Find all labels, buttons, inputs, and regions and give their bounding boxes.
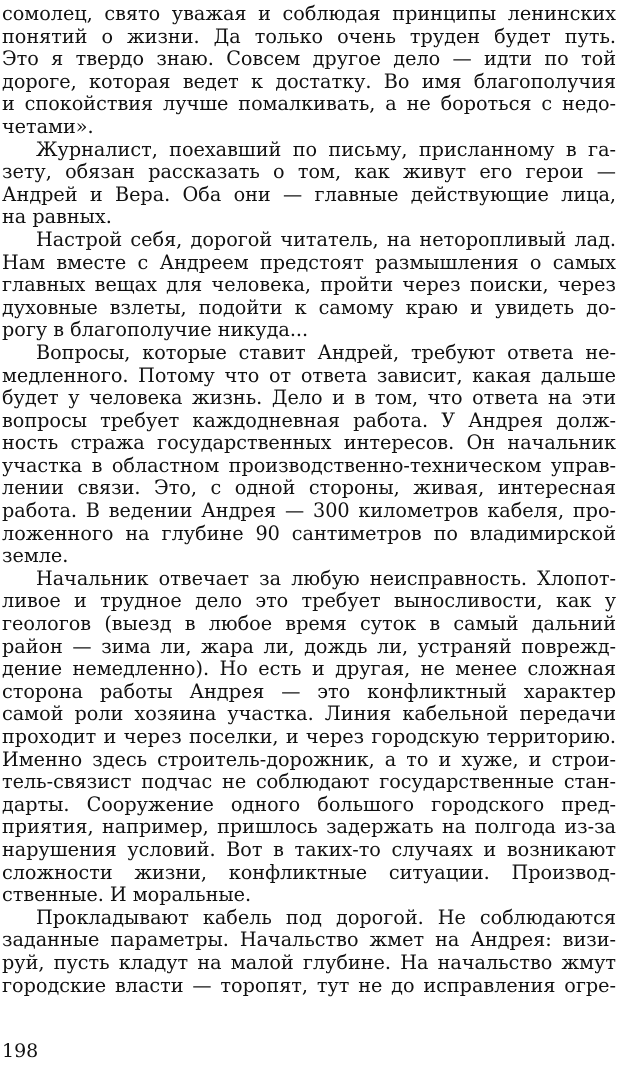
text-line: вопросы требует каждодневная работа. У Андрея долж- [2,409,616,432]
text-line: ложенного на глубине 90 сантиметров по владимирской [2,522,616,545]
text-line: Вопросы, которые ставит Андрей, требуют ответа не- [36,341,616,364]
text-line: сторона работы Андрея — это конфликтный характер [2,680,616,703]
text-line: самой роли хозяина участка. Линия кабельной передачи [2,703,616,726]
text-line: дение немедленно). Но есть и другая, не менее сложная [2,658,616,681]
text-line: работа. В ведении Андрея — 300 километров кабеля, про- [2,500,616,523]
text-line: тель-связист подчас не соблюдают государственные стан- [2,771,616,794]
text-line: сомолец, свято уважая и соблюдая принципы ленинских [2,3,616,25]
text-line: Журналист, поехавший по письму, присланному в га- [36,138,616,161]
text-line: главных вещах для человека, пройти через поиски, через [2,274,616,297]
text-line: район — зима ли, жара ли, дождь ли, устраняй поврежд- [2,635,616,658]
text-line: медленного. Потому что от ответа зависит, какая дальше [2,364,616,387]
text-line: Начальник отвечает за любую неисправность. Хлопот- [36,567,616,590]
text-line: дарты. Сооружение одного большого городского пред- [2,793,616,816]
text-line: городские власти — торопят, тут не до исправления огре- [2,974,616,997]
text-line: Именно здесь строитель-дорожник, а то и хуже, и строи- [2,748,616,771]
text-line: Это я твердо знаю. Совсем другое дело — идти по той [2,48,616,71]
text-line: Нам вместе с Андреем предстоят размышления о самых [2,251,616,274]
text-line: Прокладывают кабель под дорогой. Не соблюдаются [36,906,616,929]
text-line: участка в областном производственно-техническом управ- [2,454,616,477]
text-line: ственные. И моральные. [2,884,252,907]
text-line: земле. [2,545,69,568]
text-line: проходит и через поселки, и через городскую территорию. [2,726,616,748]
text-line: Андрей и Вера. Оба они — главные действующие лица, [2,183,616,206]
body-text [2,3,616,997]
text-line: Настрой себя, дорогой читатель, на неторопливый лад. [36,228,616,251]
text-line: ливое и трудное дело это требует выносливости, как у [2,590,616,613]
text-line: понятий о жизни. Да только очень труден будет путь. [2,25,616,48]
text-line: и спокойствия лучше помалкивать, а не бороться с недо- [2,93,616,116]
text-line: рогу в благополучие никуда... [2,319,309,342]
text-line: лении связи. Это, с одной стороны, живая, интересная [2,477,616,500]
text-line: руй, пусть кладут на малой глубине. На начальство жмут [2,951,616,974]
text-line: геологов (выезд в любое время суток в самый дальний [2,613,616,636]
page-number: 198 [2,1040,39,1062]
text-line: зету, обязан рассказать о том, как живут его герои — [2,161,616,184]
text-line: нарушения условий. Вот в таких-то случаях и возникают [2,838,616,861]
text-line: четами». [2,115,94,138]
text-line: приятия, например, пришлось задержать на полгода из-за [2,816,616,839]
text-line: на равных. [2,206,112,229]
text-line: будет у человека жизнь. Дело и в том, что ответа на эти [2,387,616,410]
text-line: духовные взлеты, подойти к самому краю и увидеть до- [2,296,616,319]
text-line: сложности жизни, конфликтные ситуации. Производ- [2,861,616,884]
text-line: дороге, которая ведет к достатку. Во имя благополучия [2,70,616,93]
text-line: заданные параметры. Начальство жмет на Андрея: визи- [2,929,616,952]
text-line: ность стража государственных интересов. Он начальник [2,432,616,455]
